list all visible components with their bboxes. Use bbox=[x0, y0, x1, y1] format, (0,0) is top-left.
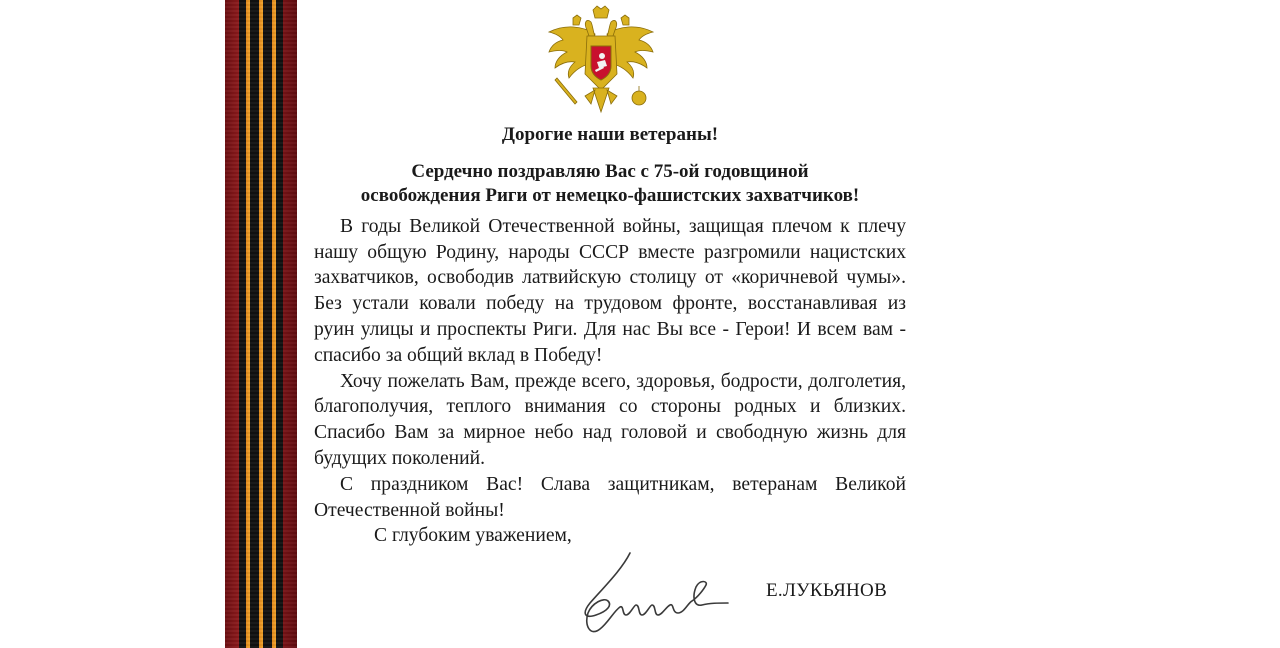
letter-closing: С глубоким уважением, bbox=[374, 525, 572, 547]
headline-line-2: освобождения Риги от немецко-фашистских захватчиков! bbox=[360, 184, 860, 206]
letter-body bbox=[314, 122, 906, 549]
signer-name: Е.ЛУКЬЯНОВ bbox=[766, 580, 888, 601]
letter-paragraph-1: В годы Великой Отечественной войны, защищая плечом к плечу нашу общую Родину, народы СССР вместе разгромили нацистских захватчиков, освободив латвийскую столицу от «коричневой чумы». Без устали ковали победу на трудовом фронте, восстанавливая из руин улицы и проспекты Риги. Для нас Вы все - Герои! И всем вам - спасибо за общий вклад в Победу! bbox=[314, 215, 906, 366]
handwritten-signature bbox=[578, 545, 748, 645]
st-george-ribbon bbox=[225, 0, 297, 648]
headline-line-1: Сердечно поздравляю Вас с 75-ой годовщиной bbox=[411, 160, 809, 182]
coat-of-arms-icon bbox=[543, 4, 659, 120]
letter-paragraph-2: Хочу пожелать Вам, прежде всего, здоровья, бодрости, долголетия, благополучия, теплого внимания со стороны родных и близких. Спасибо Вам за мирное небо над головой и свободную жизнь для будущих поколений. bbox=[314, 370, 906, 469]
letter-paragraph-3: С праздником Вас! Слава защитникам, ветеранам Великой Отечественной войны! bbox=[314, 473, 906, 521]
letter-headline bbox=[314, 160, 906, 208]
letter-greeting: Дорогие наши ветераны! bbox=[501, 124, 719, 145]
